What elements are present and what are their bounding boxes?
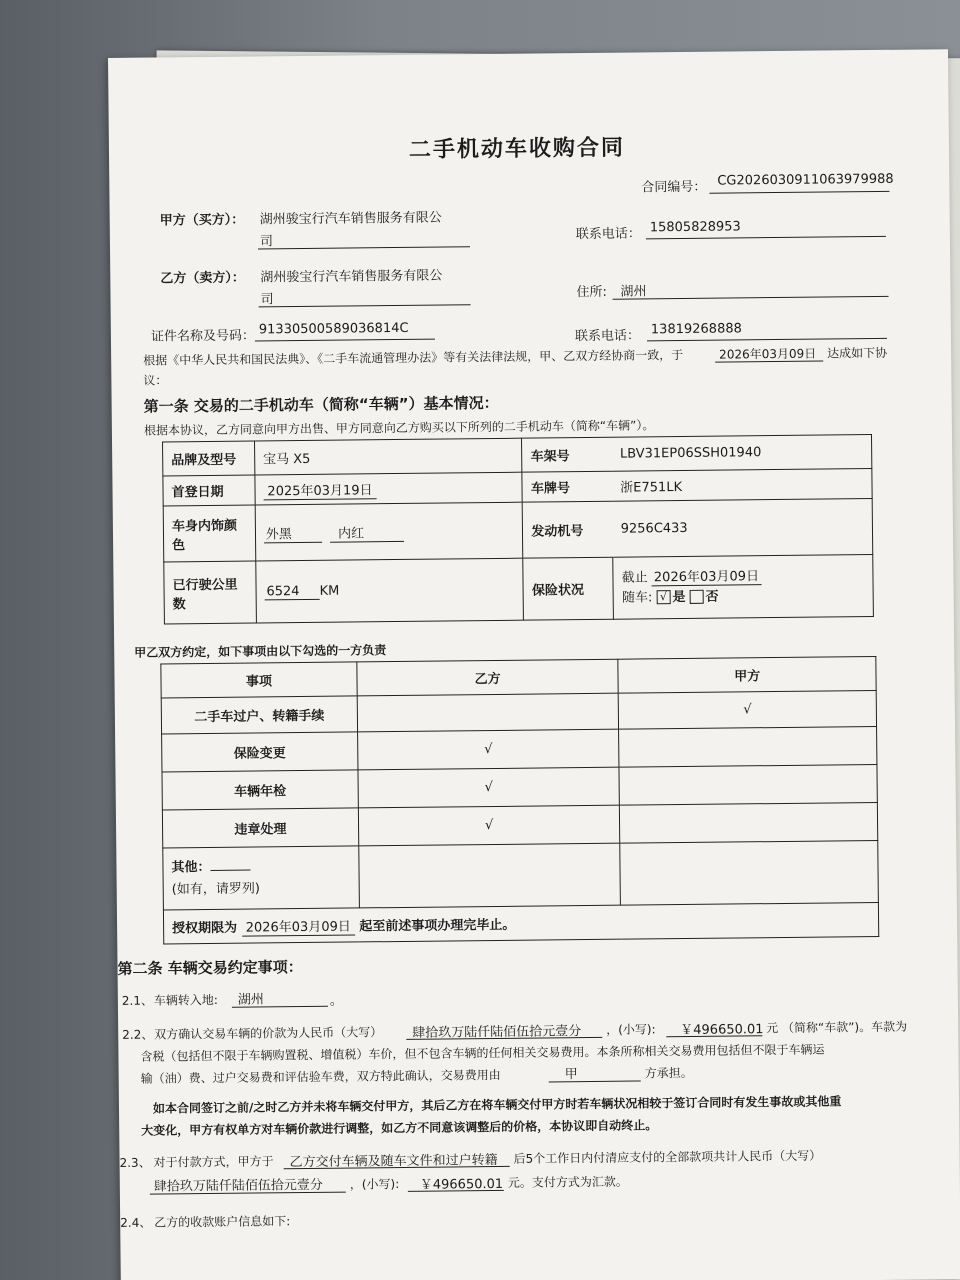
duty-transfer-party-b[interactable] (357, 693, 619, 732)
duty-item-transfer: 二手车过户、转籍手续 (161, 696, 357, 734)
no-checkbox[interactable] (690, 590, 704, 604)
clause-2-1-number: 2.1、 (121, 993, 154, 1008)
mileage-value: 6524 (264, 584, 319, 601)
article-2-title: 第二条 车辆交易约定事项： (117, 958, 303, 978)
preamble-line1-end: 达成如下协 (827, 345, 888, 361)
plate-value: 浙E751LK (612, 469, 872, 502)
party-b-address: 湖州 (620, 284, 647, 300)
price-uppercase: 肆拾玖万陆仟陆佰伍拾元壹分 (412, 1024, 582, 1041)
clause-2-2-text-c: 元 （简称“车款”)。车款为 (766, 1019, 908, 1036)
clause-2-4-number: 2.4、 (120, 1215, 152, 1230)
authorization-date: 2026年03月09日 (242, 919, 355, 936)
col-party-a-header: 甲方 (618, 656, 876, 693)
id-label: 证件名称及号码： (150, 328, 256, 345)
party-a-phone-underline (646, 236, 886, 240)
party-b-name-line2: 司 (260, 292, 274, 308)
id-underline (255, 339, 435, 342)
duties-table (160, 656, 879, 944)
party-a-phone: 15805828953 (649, 219, 741, 236)
payment-uppercase: 肆拾玖万陆仟陆佰伍拾元壹分 (153, 1177, 323, 1195)
duty-item-insurance: 保险变更 (162, 732, 358, 772)
clause-2-2-line2: 含税（包括但不限于车辆购置税、增值税）车价，但不包含车辆的任何相关交易费用。本条所称相关交易费用包括但不限于车辆运 (140, 1042, 825, 1064)
clause-2-2-number: 2.2、 (122, 1027, 154, 1042)
clause-2-4-text: 乙方的收款账户信息如下: (154, 1214, 291, 1230)
duty-inspection-party-a[interactable] (619, 764, 877, 805)
address-label: 住所: (576, 284, 607, 301)
color-label: 车身内饰颜 色 (163, 505, 255, 562)
party-b-phone-label: 联系电话： (574, 328, 641, 345)
duty-other-party-b[interactable] (359, 843, 621, 908)
duty-insurance-party-b[interactable]: √ (357, 729, 619, 770)
clause-2-2-bold-line2: 大变化，甲方有权单方对车辆价款进行调整，如乙方不同意该调整后的价格，本协议即自动终止。 (141, 1118, 658, 1138)
clause-2-1-underline (232, 1006, 328, 1008)
with-car-label: 随车: (621, 589, 653, 606)
fee-payer: 甲 (564, 1067, 578, 1083)
article-1-intro: 根据本协议，乙方同意向甲方出售、甲方同意向乙方购买以下所列的二手机动车（简称“车辆”）。 (143, 418, 655, 438)
authorization-period: 授权期限为 2026年03月09日 起至前述事项办理完毕止。 (163, 902, 878, 943)
clause-2-2-text-b: ，(小写): (606, 1022, 656, 1037)
party-b-underline (259, 304, 471, 307)
duty-item-other: 其他： (如有，请罗列) (163, 846, 359, 910)
contract-no-label: 合同编号： (641, 179, 707, 196)
mileage-unit: KM (319, 583, 340, 599)
duty-inspection-party-b[interactable]: √ (358, 767, 620, 808)
reg-date-value: 2025年03月19日 (263, 483, 376, 500)
clause-2-3-text-b: 后5个工作日内付清应支付的全部款项共计人民币（大写） (513, 1148, 822, 1166)
contract-page (108, 49, 960, 1280)
mileage-label: 已行驶公里 数 (164, 561, 256, 624)
party-a-underline (258, 246, 470, 249)
preamble-line1: 根据《中华人民共和国民法典》、《二手车流通管理办法》等有关法律法规，甲、乙双方经协商一致，于 (143, 347, 684, 368)
vehicle-info-table (162, 434, 874, 624)
engine-value: 9256C433 (612, 499, 872, 558)
vin-value: LBV31EP06SSH01940 (612, 435, 872, 472)
article-1-title: 第一条 交易的二手机动车（简称“车辆”）基本情况： (143, 393, 499, 416)
payment-condition: 乙方交付车辆及随车文件和过户转籍 (289, 1152, 498, 1171)
preamble-date-underline (715, 361, 823, 363)
contract-no: CG2026030911063979988 (717, 171, 894, 189)
party-b-name-line1: 湖州骏宝行汽车销售服务有限公 (260, 268, 443, 286)
party-a-label: 甲方（买方）： (159, 212, 245, 229)
interior-color: 内红 (330, 526, 404, 543)
col-party-b-header: 乙方 (357, 659, 619, 696)
duty-item-inspection: 车辆年检 (162, 770, 358, 810)
reg-date-label: 首登日期 (163, 475, 255, 506)
clause-2-3-number: 2.3、 (119, 1155, 151, 1170)
payment-lowercase: ￥496650.01 (419, 1176, 504, 1193)
duty-violation-party-a[interactable] (620, 802, 878, 843)
contract-no-underline (709, 191, 889, 194)
clause-2-3-text-d: 元。支付方式为汇款。 (507, 1174, 628, 1190)
clause-2-1-value: 湖州 (237, 992, 264, 1008)
price-lowercase: ￥496650.01 (680, 1022, 764, 1039)
clause-2-2-bold-line1: 如本合同签订之前/之时乙方并未将车辆交付甲方，其后乙方在将车辆交付甲方时若车辆状况相较于签订合同时有发生事故或其他重 (152, 1094, 842, 1116)
no-label: 否 (705, 589, 719, 605)
col-item-header: 事项 (161, 662, 357, 698)
clause-2-1-end: 。 (329, 993, 343, 1009)
brand-label: 品牌及型号 (163, 441, 255, 476)
duty-violation-party-b[interactable]: √ (358, 805, 620, 846)
preamble-line2: 议： (143, 373, 168, 388)
duties-intro: 甲乙双方约定，如下事项由以下勾选的一方负责 (134, 643, 387, 660)
clause-2-2-text-a: 双方确认交易车辆的价款为人民币（大写） (154, 1025, 383, 1042)
party-a-phone-label: 联系电话： (575, 226, 641, 243)
exterior-color: 外黑 (264, 527, 322, 544)
clause-2-2-line3: 输（油）费、过户交易费和评估验车费，双方特此确认，交易费用由 (140, 1067, 501, 1086)
brand-value: 宝马 X5 (254, 438, 522, 475)
engine-label: 发动机号 (523, 501, 613, 558)
yes-checkbox[interactable]: √ (656, 590, 670, 604)
party-b-phone-underline (647, 338, 887, 342)
duty-insurance-party-a[interactable] (619, 726, 877, 767)
duty-transfer-party-a[interactable]: √ (619, 690, 877, 729)
clause-2-2-line3-end: 方承担。 (644, 1065, 693, 1081)
vin-label: 车架号 (522, 437, 612, 472)
party-a-name-line2: 司 (259, 234, 274, 250)
insurance-until-date: 2026年03月09日 (652, 569, 761, 586)
party-b-phone: 13819268888 (650, 321, 742, 338)
yes-label: 是 (672, 589, 686, 605)
address-underline (613, 296, 889, 300)
duty-item-violation: 违章处理 (162, 808, 358, 848)
preamble-date: 2026年03月09日 (719, 346, 817, 362)
clause-2-3-text-c: ，(小写): (349, 1177, 400, 1192)
clause-2-1-text: 车辆转入地: (153, 992, 218, 1008)
party-a-name-line1: 湖州骏宝行汽车销售服务有限公 (259, 210, 442, 228)
clause-2-3-text-a: 对于付款方式，甲方于 (153, 1154, 274, 1170)
party-b-label: 乙方（卖方）： (160, 270, 245, 287)
fee-payer-underline (549, 1080, 641, 1082)
insurance-label: 保险状况 (523, 557, 613, 620)
document-title: 二手机动车收购合同 (408, 135, 626, 163)
plate-label: 车牌号 (522, 471, 612, 502)
insurance-until-label: 截止 (621, 569, 648, 586)
id-number: 91330500589036814C (258, 320, 409, 338)
duty-other-party-a[interactable] (620, 840, 878, 905)
